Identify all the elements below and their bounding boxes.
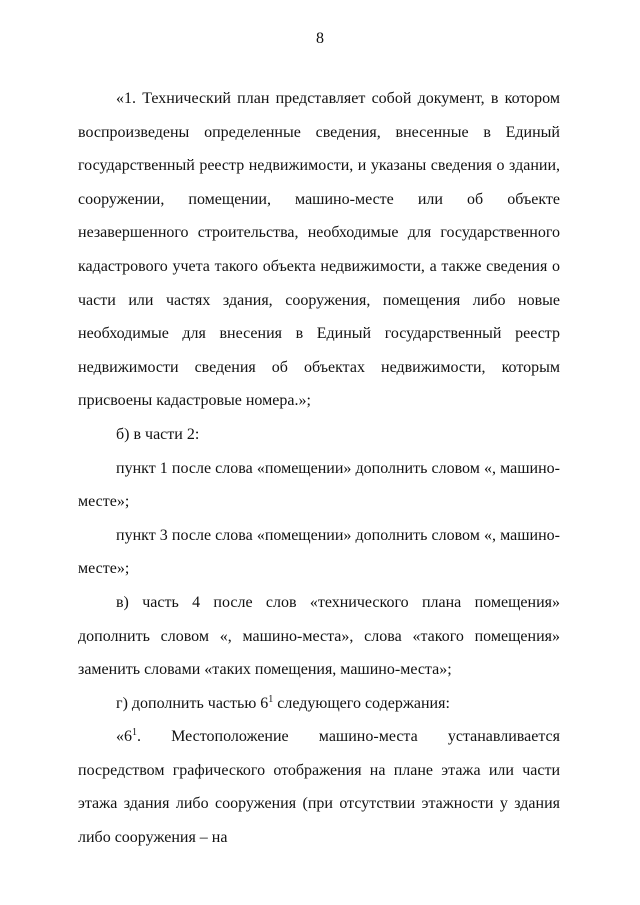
paragraph-item-g	[78, 687, 560, 721]
document-body	[78, 82, 560, 855]
paragraph-part-6-1	[78, 720, 560, 854]
paragraph-item-b: б) в части 2:	[116, 425, 200, 443]
paragraph-technical-plan-definition: «1. Технический план представляет собой документ, в котором воспроизведены определенные сведения, внесенные в Единый государственный реестр недвижимости, и указаны сведения о здании, сооружении, помещении, машино-месте или об объекте незавершенного строительства, необходимые для государственного кадастрового учета такого объекта недвижимости, а также сведения о части или частях здания, сооружения, помещения либо новые необходимые для внесения в Единый государственный реестр недвижимости сведения об объектах недвижимости, которым присвоены кадастровые номера.»;	[78, 90, 560, 410]
paragraph-item-v: в) часть 4 после слов «технического плана помещения» дополнить словом «, машино-места», слова «такого помещения» заменить словами «таких помещения, машино-места»;	[78, 593, 560, 679]
paragraph-part-6-1-superscript: 1	[132, 727, 137, 739]
paragraph-item-g-after: следующего содержания:	[273, 694, 450, 712]
paragraph-item-g-before: г) дополнить частью 6	[116, 694, 269, 712]
paragraph-part-6-1-before: «6	[116, 728, 132, 746]
paragraph-part-6-1-after: . Местоположение машино-места устанавливается посредством графического отображения на плане этажа или части этажа здания либо сооружения (при отсутствии этажности у здания либо сооружения – на	[78, 728, 560, 847]
paragraph-point-1: пункт 1 после слова «помещении» дополнить словом «, машино-месте»;	[78, 459, 560, 511]
paragraph-point-3: пункт 3 после слова «помещении» дополнить словом «, машино-месте»;	[78, 526, 560, 578]
page-number: 8	[316, 30, 324, 47]
paragraph-item-g-superscript: 1	[268, 693, 274, 705]
